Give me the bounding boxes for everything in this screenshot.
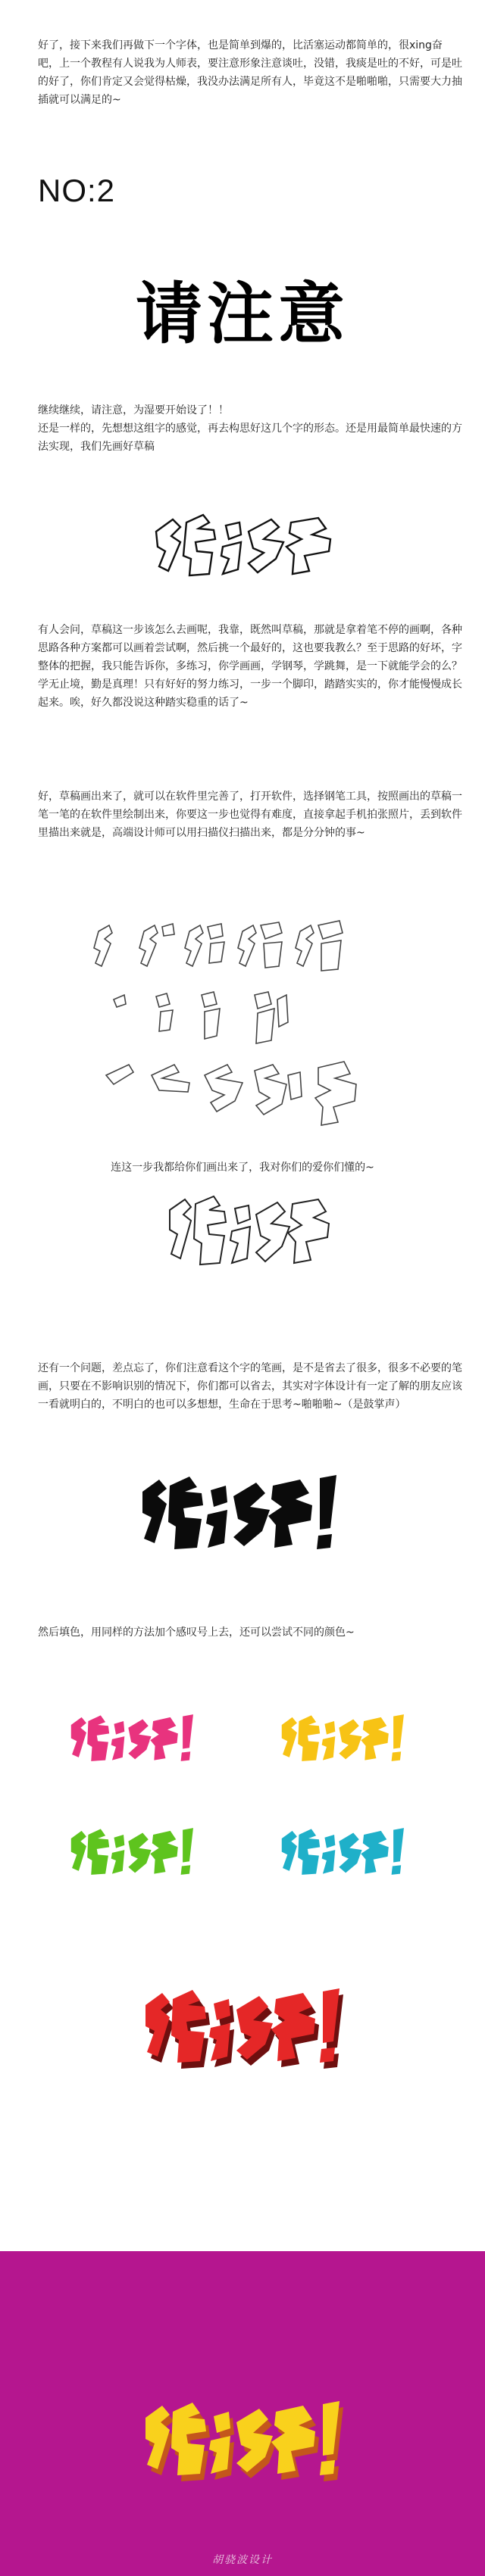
red-3d-variant-illustration [141,1984,346,2073]
stroke-steps-illustration [83,916,402,1143]
paragraph-sketch-advice: 有人会问，草稿这一步该怎么去画呢，我靠，既然叫草稿，那就是拿着笔不停的画啊，各种思路各种方案都可以画着尝试啊，然后挑一个最好的，这也要我教么？至于思路的好坏，字整体的把握，我只能告诉你，多练习，你学画画，学钢琴，学跳舞，是一下就能学会的么？学无止境，勤是真理！只有好好的努力练习，一步一个脚印，踏踏实实的，你才能慢慢成长起来。唉，好久都没说这种踏实稳重的话了~ [38,624,462,709]
finished-outline-illustration [164,1189,330,1272]
sketch-outline-illustration [150,509,340,579]
paragraph-coloring: 然后填色，用同样的方法加个感叹号上去，还可以尝试不同的颜色~ [38,1626,355,1639]
intro-paragraph: 好了，接下来我们再做下一个字体，也是简单到爆的，比活塞运动都简单的，很xing奋吧，上一个教程有人说我为人师表，要注意形象注意谈吐，没错，我痰是吐的不好，可是吐的好了，你们肯定又会觉得枯燥，我没办法满足所有人，毕竟这不是啪啪啪，只需要大力抽插就可以满足的~ [38,39,462,106]
paragraph-stroke-reduction: 还有一个问题，差点忘了，你们注意看这个字的笔画，是不是省去了很多，很多不必要的笔画，只要在不影响识别的情况下，你们都可以省去，其实对字体设计有一定了解的朋友应该一看就明白的，不明白的也可以多想想，生命在于思考~啪啪啪~（是鼓掌声） [38,1362,462,1411]
yellow-variant-illustration [279,1710,408,1766]
page-title: 请注意 [135,275,349,353]
cyan-variant-illustration [279,1823,408,1879]
black-filled-illustration [138,1470,343,1554]
pink-variant-illustration [68,1710,197,1766]
section-number: NO:2 [38,173,116,208]
paragraph-drawn-for-you: 连这一步我都给你们画出来了，我对你们的爱你们懂的~ [111,1162,374,1174]
paragraph-intro-sketch: 继续继续，请注意，为湿要开始设了！！ 还是一样的，先想想这组字的感觉，再去构思好这几个字的形态。还是用最简单最快速的方法实现，我们先画好草稿 [38,404,462,453]
paragraph-software-tracing: 好，草稿画出来了，就可以在软件里完善了，打开软件，选择钢笔工具，按照画出的草稿一笔一笔的在软件里绘制出来，你要这一步也觉得有难度，直接拿起手机拍张照片，丢到软件里描出来就是，高端设计师可以用扫描仪扫描出来，都是分分钟的事~ [38,791,462,839]
gold-3d-variant-illustration [141,2397,346,2486]
designer-signature: 胡骁波设计 [212,2554,273,2566]
green-variant-illustration [68,1823,197,1879]
